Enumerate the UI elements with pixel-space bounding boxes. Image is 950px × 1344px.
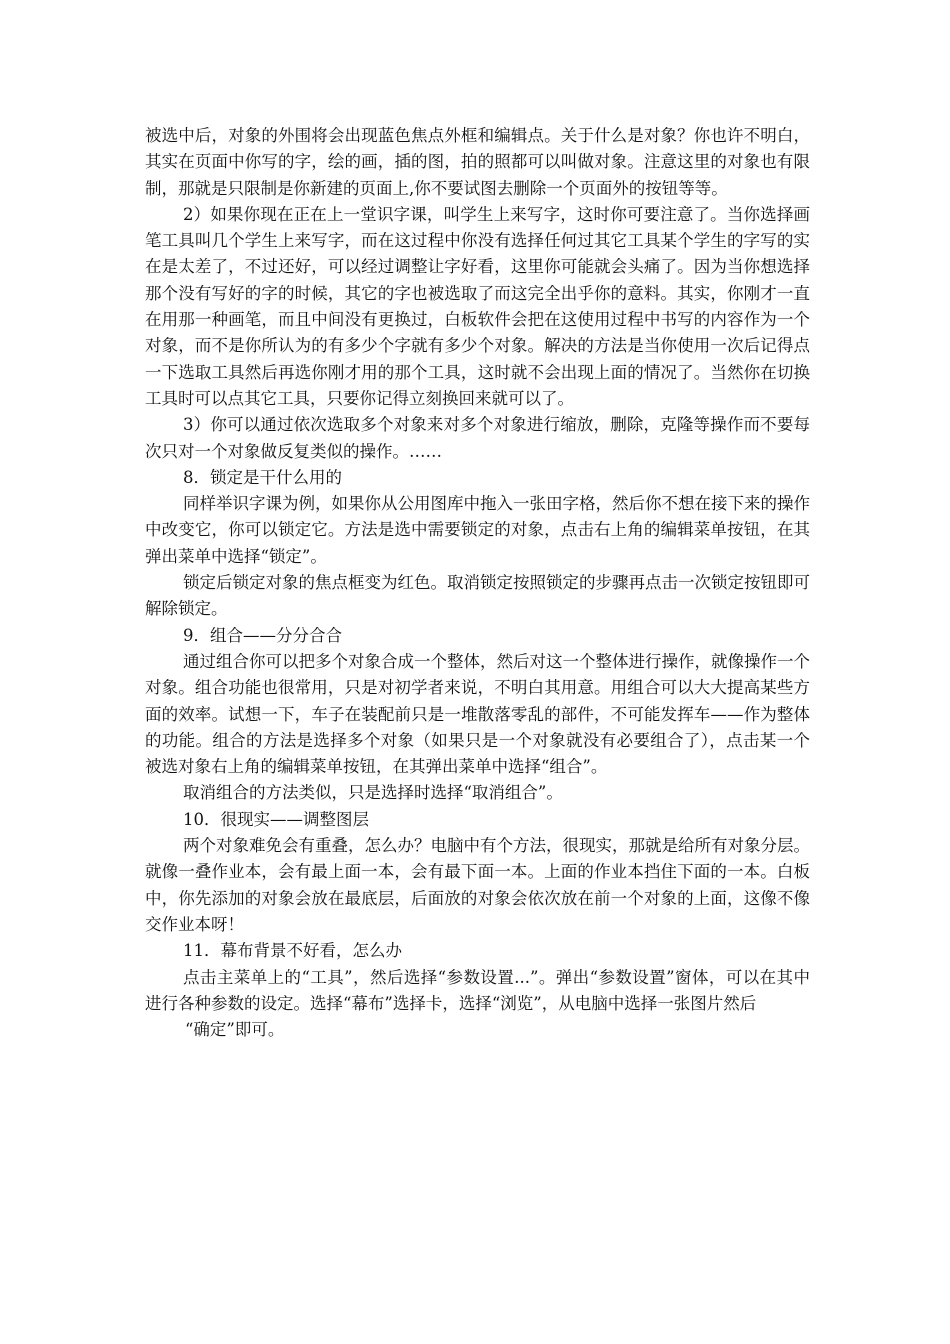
paragraph-group-usage: 通过组合你可以把多个对象合成一个整体，然后对这一个整体进行操作，就像操作一个对象。组合功能也很常用，只是对初学者来说，不明白其用意。用组合可以大大提高某些方面的效率。试想一下，车子在装配前只是一堆散落零乱的部件，不可能发挥车——作为整体的功能。组合的方法是选择多个对象（如果只是一个对象就没有必要组合了），点击某一个被选对象右上角的编辑菜单按钮，在其弹出菜单中选择“组合”。 — [145, 651, 810, 777]
paragraph-tip-2-pen-tool: 2）如果你现在正在上一堂识字课，叫学生上来写字，这时你可要注意了。当你选择画笔工具叫几个学生上来写字，而在这过程中你没有选择任何过其它工具某个学生的字写的实在是太差了，不过还好，可以经过调整让字好看，这里你可能就会头痛了。因为当你想选择那个没有写好的字的时候，其它的字也被选取了而这完全出乎你的意料。其实，你刚才一直在用那一种画笔，而且中间没有更换过，白板软件会把在这使用过程中书写的内容作为一个对象，而不是你所认为的有多少个字就有多少个对象。解决的方法是当你使用一次后记得点一下选取工具然后再选你刚才用的那个工具，这时就不会出现上面的情况了。当然你在切换工具时可以点其它工具，只要你记得立刻换回来就可以了。 — [145, 204, 810, 408]
section-heading-11-background: 11．幕布背景不好看，怎么办 — [183, 941, 402, 961]
paragraph-tip-3-multi-select: 3）你可以通过依次选取多个对象来对多个对象进行缩放，删除，克隆等操作而不要每次只对一个对象做反复类似的操作。…… — [145, 415, 810, 461]
section-heading-10-layers: 10．很现实——调整图层 — [183, 809, 369, 829]
paragraph-unlock: 锁定后锁定对象的焦点框变为红色。取消锁定按照锁定的步骤再点击一次锁定按钮即可解除锁定。 — [145, 573, 810, 619]
paragraph-ungroup: 取消组合的方法类似，只是选择时选择“取消组合”。 — [183, 783, 563, 803]
paragraph-background-settings: 点击主菜单上的“工具”，然后选择“参数设置...”。弹出“参数设置”窗体，可以在其中进行各种参数的设定。选择“幕布”选择卡，选择“浏览”，从电脑中选择一张图片然后 — [145, 967, 810, 1013]
paragraph-confirm: “确定”即可。 — [185, 1020, 285, 1040]
section-heading-8-lock: 8．锁定是干什么用的 — [183, 467, 342, 487]
paragraph-lock-example: 同样举识字课为例，如果你从公用图库中拖入一张田字格，然后你不想在接下来的操作中改变它，你可以锁定它。方法是选中需要锁定的对象，点击右上角的编辑菜单按钮，在其弹出菜单中选择“锁定”。 — [145, 494, 810, 566]
paragraph-layers: 两个对象难免会有重叠，怎么办？电脑中有个方法，很现实，那就是给所有对象分层。就像一叠作业本，会有最上面一本，会有最下面一本。上面的作业本挡住下面的一本。白板中，你先添加的对象会放在最底层，后面放的对象会依次放在前一个对象的上面，这像不像交作业本呀！ — [145, 836, 810, 934]
document-body — [145, 123, 810, 1043]
section-heading-9-group: 9．组合——分分合合 — [183, 625, 342, 645]
paragraph-object-selection: 被选中后，对象的外围将会出现蓝色焦点外框和编辑点。关于什么是对象？你也许不明白，其实在页面中你写的字，绘的画，插的图，拍的照都可以叫做对象。注意这里的对象也有限制，那就是只限制是你新建的页面上,你不要试图去删除一个页面外的按钮等等。 — [145, 126, 810, 198]
